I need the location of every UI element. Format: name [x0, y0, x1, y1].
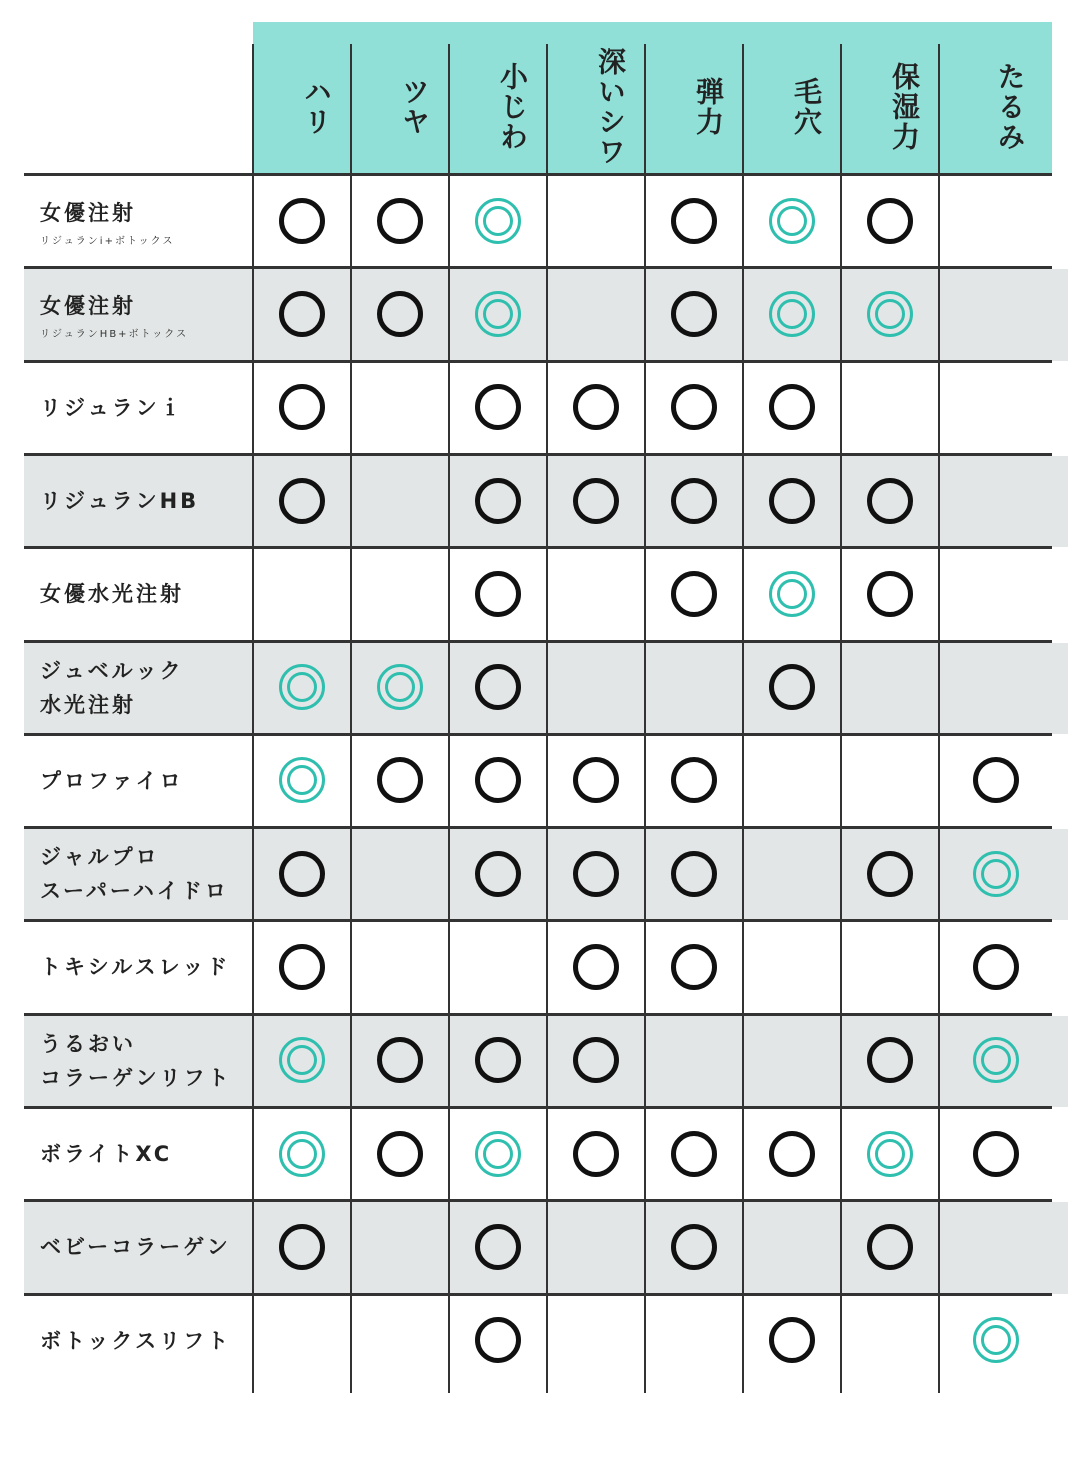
column-header: 毛穴 [790, 77, 823, 137]
double-circle-icon [769, 198, 815, 244]
double-circle-icon [279, 1131, 325, 1177]
treatment-label [40, 922, 250, 1012]
treatment-label [40, 643, 250, 733]
circle-icon [475, 664, 521, 710]
column-header: ツヤ [398, 77, 431, 137]
circle-icon [867, 198, 913, 244]
circle-icon [671, 478, 717, 524]
column-divider [448, 44, 450, 1393]
column-divider [350, 44, 352, 1393]
circle-icon [475, 1224, 521, 1270]
circle-icon [671, 291, 717, 337]
circle-icon [671, 198, 717, 244]
circle-icon [867, 851, 913, 897]
circle-icon [573, 757, 619, 803]
column-header: ハリ [300, 77, 333, 137]
double-circle-icon [973, 1317, 1019, 1363]
treatment-name: ベビーコラーゲン [40, 1235, 231, 1260]
circle-icon [279, 1224, 325, 1270]
circle-icon [671, 1224, 717, 1270]
circle-icon [573, 851, 619, 897]
treatment-label [40, 269, 250, 359]
double-circle-icon [973, 1037, 1019, 1083]
column-divider [546, 44, 548, 1393]
circle-icon [475, 757, 521, 803]
circle-icon [475, 1317, 521, 1363]
treatment-label [40, 1296, 250, 1386]
treatment-label [40, 549, 250, 639]
double-circle-icon [867, 1131, 913, 1177]
circle-icon [377, 291, 423, 337]
circle-icon [671, 851, 717, 897]
circle-icon [769, 384, 815, 430]
treatment-name: ボライトXC [40, 1142, 173, 1166]
column-header: 小じわ [496, 62, 529, 152]
treatment-label [40, 829, 250, 919]
column-divider [252, 44, 254, 1393]
circle-icon [573, 1131, 619, 1177]
treatment-name: リジュランｉ [40, 395, 184, 420]
circle-icon [671, 944, 717, 990]
column-header: 深いシワ [594, 47, 627, 167]
treatment-name: 女優注射 [40, 293, 136, 318]
treatment-name: ジャルプロ スーパーハイドロ [40, 845, 229, 904]
circle-icon [573, 384, 619, 430]
circle-icon [769, 1317, 815, 1363]
column-header: 保湿力 [888, 62, 921, 152]
column-divider [742, 44, 744, 1393]
double-circle-icon [377, 664, 423, 710]
double-circle-icon [279, 757, 325, 803]
circle-icon [671, 384, 717, 430]
circle-icon [769, 1131, 815, 1177]
circle-icon [671, 757, 717, 803]
circle-icon [671, 1131, 717, 1177]
column-divider [840, 44, 842, 1393]
circle-icon [279, 198, 325, 244]
treatment-name: ジュベルック 水光注射 [40, 658, 184, 717]
double-circle-icon [279, 664, 325, 710]
circle-icon [671, 571, 717, 617]
circle-icon [279, 478, 325, 524]
circle-icon [475, 571, 521, 617]
circle-icon [475, 478, 521, 524]
double-circle-icon [769, 291, 815, 337]
circle-icon [973, 757, 1019, 803]
circle-icon [573, 478, 619, 524]
treatment-subtitle: リジュランi+ボトックス [40, 235, 175, 247]
treatment-name: 女優水光注射 [40, 582, 184, 607]
treatment-name: うるおい コラーゲンリフト [40, 1031, 232, 1090]
column-divider [938, 44, 940, 1393]
circle-icon [867, 1224, 913, 1270]
double-circle-icon [867, 291, 913, 337]
circle-icon [475, 851, 521, 897]
circle-icon [377, 198, 423, 244]
treatment-name: プロファイロ [40, 768, 184, 793]
treatment-label [40, 1109, 250, 1199]
circle-icon [377, 1131, 423, 1177]
circle-icon [769, 478, 815, 524]
circle-icon [279, 291, 325, 337]
circle-icon [279, 944, 325, 990]
treatment-name: トキシルスレッド [40, 955, 231, 980]
circle-icon [573, 944, 619, 990]
circle-icon [769, 664, 815, 710]
circle-icon [973, 944, 1019, 990]
double-circle-icon [475, 1131, 521, 1177]
column-header: 弾力 [692, 77, 725, 137]
circle-icon [973, 1131, 1019, 1177]
treatment-label [40, 176, 250, 266]
treatment-name: ボトックスリフト [40, 1328, 232, 1353]
circle-icon [377, 757, 423, 803]
column-header: たるみ [993, 62, 1027, 152]
treatment-label [40, 1202, 250, 1292]
circle-icon [279, 851, 325, 897]
treatment-label [40, 363, 250, 453]
circle-icon [475, 384, 521, 430]
circle-icon [279, 384, 325, 430]
circle-icon [867, 478, 913, 524]
treatment-name: リジュランHB [40, 488, 200, 513]
circle-icon [867, 571, 913, 617]
double-circle-icon [769, 571, 815, 617]
treatment-label [40, 736, 250, 826]
treatment-label [40, 456, 250, 546]
treatment-name: 女優注射 [40, 200, 136, 225]
column-divider [644, 44, 646, 1393]
double-circle-icon [475, 291, 521, 337]
treatment-subtitle: リジュランHB+ボトックス [40, 328, 189, 340]
treatment-label [40, 1016, 250, 1106]
double-circle-icon [475, 198, 521, 244]
double-circle-icon [973, 851, 1019, 897]
